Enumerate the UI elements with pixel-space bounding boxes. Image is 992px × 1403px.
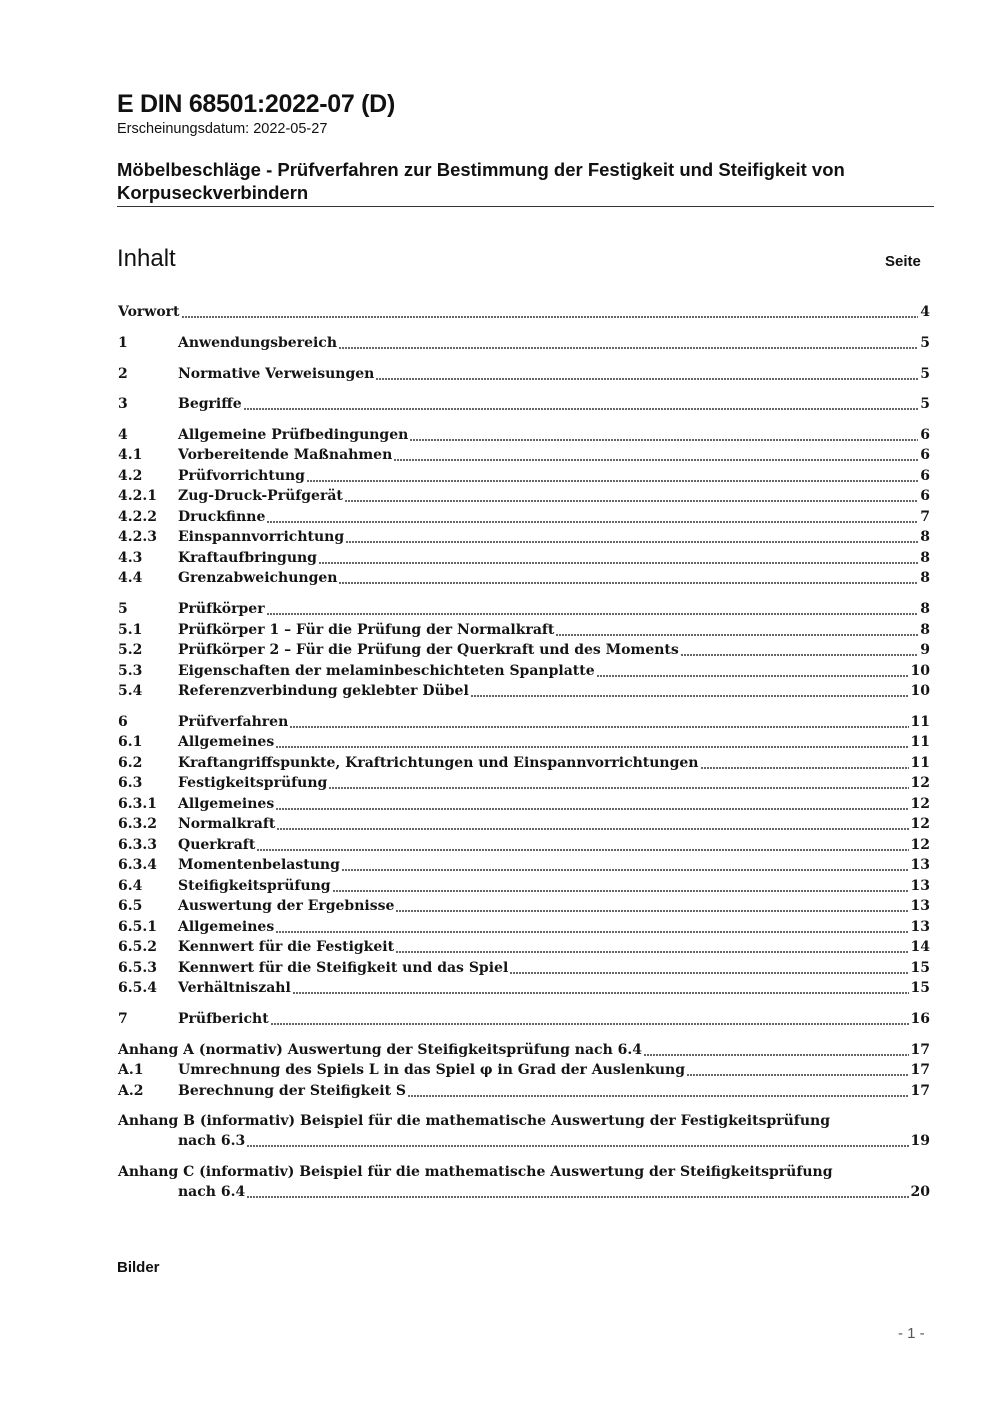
toc-entry[interactable] xyxy=(118,425,930,445)
toc-entry-page: 5 xyxy=(920,335,930,351)
toc-entry-number: 5.1 xyxy=(118,622,143,638)
toc-entry-label: Prüfbericht xyxy=(178,1011,269,1027)
toc-entry-number: 4.4 xyxy=(118,570,143,586)
toc-entry[interactable] xyxy=(118,876,930,896)
toc-entry-page: 19 xyxy=(910,1133,930,1149)
toc-entry-label: Vorbereitende Maßnahmen xyxy=(178,447,393,463)
toc-entry[interactable] xyxy=(118,640,930,660)
toc-leader-dots xyxy=(319,548,918,568)
toc-entry-label: Kennwert für die Steifigkeit und das Spiel xyxy=(178,960,509,976)
toc-entry[interactable] xyxy=(118,681,930,701)
toc-entry-page: 15 xyxy=(910,960,930,976)
toc-entry[interactable] xyxy=(118,445,930,465)
page-number: - 1 - xyxy=(898,1325,925,1342)
toc-entry-page: 13 xyxy=(910,898,930,914)
toc-entry-label: Anhang C (informativ) Beispiel für die mathematische Auswertung der Steifigkeitsprüfung xyxy=(118,1164,833,1180)
toc-entry-number: 4.1 xyxy=(118,447,143,463)
toc-entry-number: 6.5.4 xyxy=(118,980,157,996)
toc-leader-dots xyxy=(247,1182,908,1202)
toc-entry-label: Prüfverfahren xyxy=(178,714,289,730)
toc-leader-dots xyxy=(267,599,919,619)
toc-entry-page: 17 xyxy=(910,1062,930,1078)
toc-entry-label: Allgemeines xyxy=(178,919,275,935)
toc-entry-page: 8 xyxy=(920,529,930,545)
toc-leader-dots xyxy=(293,978,909,998)
toc-entry[interactable] xyxy=(118,302,930,322)
toc-entry-page: 12 xyxy=(910,837,930,853)
toc-entry[interactable] xyxy=(118,753,930,773)
toc-entry-number: 2 xyxy=(118,366,128,382)
toc-entry-number: 5.4 xyxy=(118,683,143,699)
toc-entry[interactable] xyxy=(118,394,930,414)
toc-entry-label: Allgemeines xyxy=(178,734,275,750)
toc-entry[interactable] xyxy=(178,1182,930,1202)
toc-leader-dots xyxy=(244,394,919,414)
toc-leader-dots xyxy=(410,425,918,445)
toc-entry-page: 12 xyxy=(910,816,930,832)
toc-entry[interactable] xyxy=(118,814,930,834)
toc-entry[interactable] xyxy=(118,364,930,384)
toc-entry-label: nach 6.3 xyxy=(178,1133,246,1149)
toc-leader-dots xyxy=(556,620,918,640)
toc-entry-page: 12 xyxy=(910,775,930,791)
toc-leader-dots xyxy=(247,1131,908,1151)
toc-entry-label: Momentenbelastung xyxy=(178,857,340,873)
toc-entry[interactable] xyxy=(118,507,930,527)
toc-entry[interactable] xyxy=(118,794,930,814)
toc-entry[interactable] xyxy=(118,1009,930,1029)
toc-entry-number: 6.2 xyxy=(118,755,143,771)
toc-entry[interactable] xyxy=(178,1131,930,1151)
toc-entry-number: 6.3 xyxy=(118,775,143,791)
toc-entry-page: 5 xyxy=(920,366,930,382)
toc-entry-label: Prüfkörper 1 – Für die Prüfung der Normalkraft xyxy=(178,622,555,638)
toc-entry-number: 6.3.4 xyxy=(118,857,157,873)
toc-entry-page: 11 xyxy=(910,714,930,730)
toc-leader-dots xyxy=(510,958,908,978)
toc-leader-dots xyxy=(346,527,918,547)
toc-entry-page: 13 xyxy=(910,878,930,894)
toc-entry-number: 4 xyxy=(118,427,128,443)
title-divider xyxy=(117,206,934,207)
toc-entry[interactable] xyxy=(118,732,930,752)
toc-entry-page: 7 xyxy=(920,509,930,525)
toc-entry-label: Anwendungsbereich xyxy=(178,335,337,351)
toc-entry[interactable] xyxy=(118,548,930,568)
toc-entry-label: Normalkraft xyxy=(178,816,276,832)
toc-leader-dots xyxy=(333,876,909,896)
toc-entry-page: 8 xyxy=(920,601,930,617)
toc-entry-label: Auswertung der Ergebnisse xyxy=(178,898,395,914)
toc-entry-number: 6.5.2 xyxy=(118,939,157,955)
toc-entry[interactable] xyxy=(118,486,930,506)
toc-entry-label: Normative Verweisungen xyxy=(178,366,375,382)
toc-leader-dots xyxy=(345,486,918,506)
toc-entry[interactable] xyxy=(118,1040,930,1060)
toc-entry-label: nach 6.4 xyxy=(178,1184,246,1200)
toc-leader-dots xyxy=(276,917,908,937)
toc-entry-page: 16 xyxy=(910,1011,930,1027)
toc-entry[interactable] xyxy=(118,568,930,588)
toc-leader-dots xyxy=(276,732,908,752)
toc-entry[interactable] xyxy=(118,773,930,793)
toc-entry-label: Einspannvorrichtung xyxy=(178,529,345,545)
toc-entry-number: 4.2 xyxy=(118,468,143,484)
toc-entry-number: 6.3.3 xyxy=(118,837,157,853)
toc-entry-number: 6.3.1 xyxy=(118,796,157,812)
toc-entry[interactable] xyxy=(118,712,930,732)
toc-entry[interactable] xyxy=(118,599,930,619)
toc-entry-page: 9 xyxy=(920,642,930,658)
toc-entry-page: 12 xyxy=(910,796,930,812)
toc-entry-number: 4.3 xyxy=(118,550,143,566)
toc-entry[interactable] xyxy=(118,958,930,978)
toc-entry-label: Referenzverbindung geklebter Dübel xyxy=(178,683,469,699)
toc-leader-dots xyxy=(329,773,908,793)
toc-entry-page: 15 xyxy=(910,980,930,996)
toc-entry-label: Begriffe xyxy=(178,396,242,412)
toc-leader-dots xyxy=(182,302,919,322)
toc-entry[interactable] xyxy=(118,896,930,916)
toc-leader-dots xyxy=(271,1009,909,1029)
toc-leader-dots xyxy=(257,835,908,855)
figures-heading: Bilder xyxy=(117,1259,160,1276)
toc-entry-number: 5.2 xyxy=(118,642,143,658)
toc-entry-number: 4.2.2 xyxy=(118,509,157,525)
toc-entry-page: 20 xyxy=(910,1184,930,1200)
toc-leader-dots xyxy=(597,661,909,681)
toc-leader-dots xyxy=(290,712,908,732)
toc-entry[interactable] xyxy=(118,527,930,547)
toc-entry-label: Kraftangriffspunkte, Kraftrichtungen und Einspannvorrichtungen xyxy=(178,755,699,771)
toc-entry-number: 3 xyxy=(118,396,128,412)
page-column-label: Seite xyxy=(885,253,921,270)
toc-entry[interactable] xyxy=(118,1111,930,1131)
toc-entry-page: 11 xyxy=(910,734,930,750)
toc-entry-number: 6 xyxy=(118,714,128,730)
toc-entry-label: Grenzabweichungen xyxy=(178,570,338,586)
toc-entry-page: 11 xyxy=(910,755,930,771)
toc-entry-label: Prüfkörper xyxy=(178,601,265,617)
toc-leader-dots xyxy=(342,855,909,875)
toc-entry-label: Vorwort xyxy=(118,304,180,320)
toc-entry-page: 6 xyxy=(920,488,930,504)
toc-entry-label: Allgemeine Prüfbedingungen xyxy=(178,427,409,443)
toc-entry-label: Zug-Druck-Prüfgerät xyxy=(178,488,343,504)
toc-entry-page: 14 xyxy=(910,939,930,955)
toc-entry-label: Druckfinne xyxy=(178,509,266,525)
toc-entry-number: 5 xyxy=(118,601,128,617)
toc-leader-dots xyxy=(687,1060,909,1080)
toc-entry-number: 6.4 xyxy=(118,878,143,894)
toc-entry-number: A.1 xyxy=(118,1062,144,1078)
toc-entry[interactable] xyxy=(118,917,930,937)
toc-entry-label: Steifigkeitsprüfung xyxy=(178,878,331,894)
toc-leader-dots xyxy=(396,896,908,916)
toc-leader-dots xyxy=(471,681,909,701)
toc-entry-page: 10 xyxy=(910,663,930,679)
toc-leader-dots xyxy=(644,1040,909,1060)
toc-entry-label: Verhältniszahl xyxy=(178,980,291,996)
toc-entry-page: 5 xyxy=(920,396,930,412)
toc-entry-page: 6 xyxy=(920,427,930,443)
toc-leader-dots xyxy=(307,466,918,486)
toc-entry[interactable] xyxy=(118,620,930,640)
toc-entry-number: 6.3.2 xyxy=(118,816,157,832)
toc-entry-page: 8 xyxy=(920,622,930,638)
toc-entry-label: Querkraft xyxy=(178,837,256,853)
toc-entry-number: 6.5.3 xyxy=(118,960,157,976)
toc-entry[interactable] xyxy=(118,1162,930,1182)
toc-leader-dots xyxy=(394,445,918,465)
toc-leader-dots xyxy=(339,568,918,588)
toc-leader-dots xyxy=(681,640,918,660)
toc-entry-label: Umrechnung des Spiels L in das Spiel φ in Grad der Auslenkung xyxy=(178,1062,685,1078)
toc-entry-number: 6.1 xyxy=(118,734,143,750)
toc-entry-page: 17 xyxy=(910,1083,930,1099)
toc-entry[interactable] xyxy=(118,466,930,486)
toc-entry-page: 4 xyxy=(920,304,930,320)
toc-entry[interactable] xyxy=(118,333,930,353)
toc-leader-dots xyxy=(701,753,909,773)
toc-leader-dots xyxy=(277,814,908,834)
toc-entry-label: Anhang B (informativ) Beispiel für die mathematische Auswertung der Festigkeitsprüfung xyxy=(118,1113,830,1129)
toc-entry[interactable] xyxy=(118,937,930,957)
toc-entry-label: Anhang A (normativ) Auswertung der Steifigkeitsprüfung nach 6.4 xyxy=(118,1042,642,1058)
toc-entry-label: Allgemeines xyxy=(178,796,275,812)
toc-entry-page: 6 xyxy=(920,468,930,484)
toc-entry-label: Prüfkörper 2 – Für die Prüfung der Querkraft und des Moments xyxy=(178,642,679,658)
toc-entry-page: 13 xyxy=(910,857,930,873)
toc-entry-label: Berechnung der Steifigkeit S xyxy=(178,1083,407,1099)
toc-entry-number: 6.5.1 xyxy=(118,919,157,935)
toc-entry-page: 8 xyxy=(920,570,930,586)
toc-leader-dots xyxy=(376,364,918,384)
toc-entry-number: 7 xyxy=(118,1011,128,1027)
toc-leader-dots xyxy=(276,794,908,814)
toc-entry[interactable] xyxy=(118,978,930,998)
document-title: Möbelbeschläge - Prüfverfahren zur Bestimmung der Festigkeit und Steifigkeit von Korpuseckverbindern xyxy=(117,159,845,203)
toc-entry-number: A.2 xyxy=(118,1083,144,1099)
toc-entry[interactable] xyxy=(118,1081,930,1101)
toc-entry-number: 4.2.3 xyxy=(118,529,157,545)
toc-entry-page: 10 xyxy=(910,683,930,699)
toc-entry-label: Prüfvorrichtung xyxy=(178,468,305,484)
toc-entry[interactable] xyxy=(118,835,930,855)
toc-entry-number: 5.3 xyxy=(118,663,143,679)
toc-entry-label: Kennwert für die Festigkeit xyxy=(178,939,395,955)
toc-leader-dots xyxy=(396,937,908,957)
document-code: E DIN 68501:2022-07 (D) xyxy=(117,90,395,118)
toc-entry-number: 4.2.1 xyxy=(118,488,157,504)
toc-entry-label: Eigenschaften der melaminbeschichteten Spanplatte xyxy=(178,663,595,679)
toc-entry-page: 13 xyxy=(910,919,930,935)
toc-leader-dots xyxy=(339,333,918,353)
toc-entry-number: 6.5 xyxy=(118,898,143,914)
toc-entry-page: 6 xyxy=(920,447,930,463)
toc-entry[interactable] xyxy=(118,661,930,681)
toc-heading: Inhalt xyxy=(117,245,176,272)
toc-entry-page: 17 xyxy=(910,1042,930,1058)
toc-leader-dots xyxy=(408,1081,908,1101)
publication-date: Erscheinungsdatum: 2022-05-27 xyxy=(117,121,328,137)
toc-entry-number: 1 xyxy=(118,335,128,351)
toc-entry-label: Festigkeitsprüfung xyxy=(178,775,328,791)
toc-leader-dots xyxy=(267,507,918,527)
toc-entry-page: 8 xyxy=(920,550,930,566)
toc-entry-label: Kraftaufbringung xyxy=(178,550,317,566)
toc-entry[interactable] xyxy=(118,855,930,875)
toc-entry[interactable] xyxy=(118,1060,930,1080)
